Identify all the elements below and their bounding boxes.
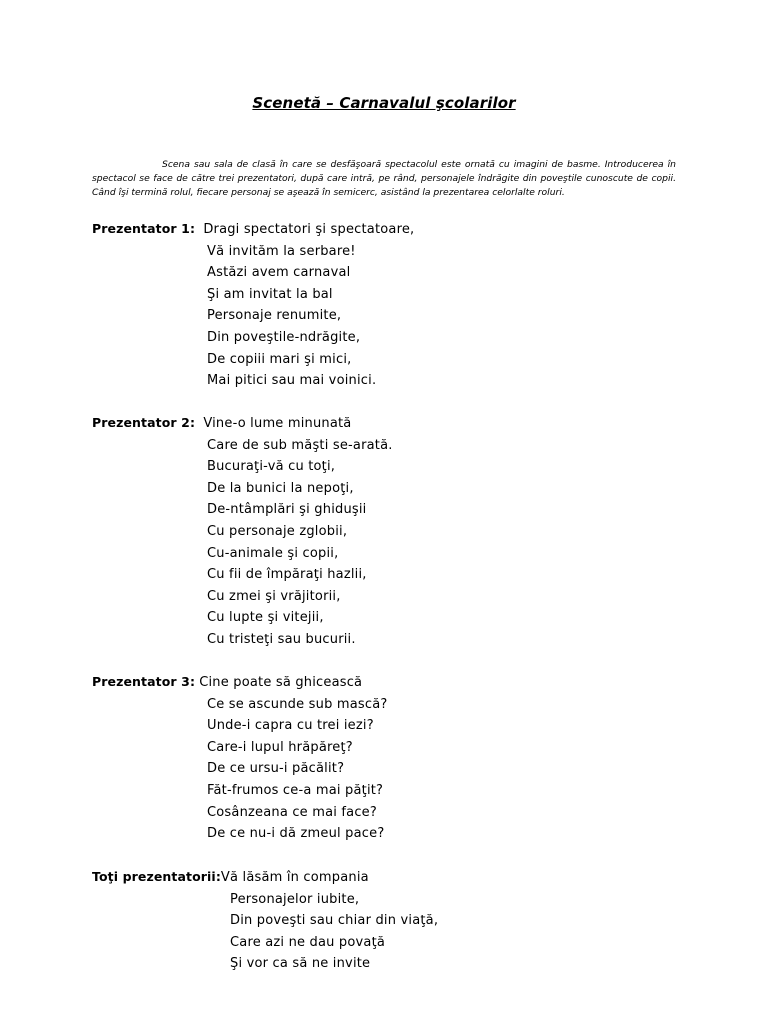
verse-line: Din poveştile-ndrăgite, <box>207 329 361 345</box>
verse-line: Vine-o lume minunată <box>203 416 352 431</box>
verse-line: Care azi ne dau povaţă <box>230 934 386 950</box>
verse-line: Făt-frumos ce-a mai păţit? <box>207 782 384 798</box>
verse-line: Vă lăsăm în compania <box>220 870 369 885</box>
speaker-label: Prezentator 3: <box>92 674 196 689</box>
speaker-label: Prezentator 2: <box>92 415 196 430</box>
verse-line: Cine poate să ghicească <box>199 675 363 690</box>
verse-line: Astăzi avem carnaval <box>207 265 351 281</box>
dialogue-block-prezentator-2 <box>92 412 393 651</box>
verse-line: Cu tristeţi sau bucurii. <box>207 631 356 647</box>
verse-line: Din poveşti sau chiar din viaţă, <box>230 913 439 929</box>
verse-line: Cu personaje zglobii, <box>207 523 348 539</box>
dialogue-block-prezentator-1 <box>92 218 414 392</box>
speaker-line <box>92 412 393 435</box>
verse-line: Vă invităm la serbare! <box>207 243 356 259</box>
verse-line: Cu lupte şi vitejii, <box>207 610 324 626</box>
verse-line: Cu fii de împăraţi hazlii, <box>207 567 367 583</box>
verse-line: Mai pitici sau mai voinici. <box>207 373 377 389</box>
speaker-line <box>92 866 438 889</box>
verse-line: Şi vor ca să ne invite <box>230 956 371 972</box>
verse-line: Cu zmei şi vrăjitorii, <box>207 588 341 604</box>
verse-line: De la bunici la nepoţi, <box>207 480 354 496</box>
verse-line: Care-i lupul hrăpăreţ? <box>207 739 353 755</box>
verse-line: Personaje renumite, <box>207 308 342 324</box>
speaker-label: Toţi prezentatorii: <box>92 869 221 884</box>
verse-line: Unde-i capra cu trei iezi? <box>207 718 374 734</box>
verse-line: De copiii mari şi mici, <box>207 351 352 367</box>
speaker-label: Prezentator 1: <box>92 221 196 236</box>
verse-line: Cosânzeana ce mai face? <box>207 804 377 820</box>
verse-line: Cu-animale şi copii, <box>207 545 339 561</box>
verse-line: Şi am invitat la bal <box>207 286 333 302</box>
dialogue-block-prezentator-3 <box>92 671 387 845</box>
verse-line: Dragi spectatori şi spectatoare, <box>203 222 415 237</box>
verse-line: Ce se ascunde sub mască? <box>207 696 388 712</box>
verse-line: De ce ursu-i păcălit? <box>207 761 345 777</box>
verse-line: Bucuraţi-vă cu toţi, <box>207 459 336 475</box>
document-title: Scenetă – Carnavalul şcolarilor <box>252 94 516 112</box>
intro-paragraph: Scena sau sala de clasă în care se desfăşoară spectacolul este ornată cu imagini de basme. Introducerea în spectacol se face de către trei prezentatori, după care intră, pe rând, personajele îndrăgite din poveştile cunoscute de copii. Când îşi termină rolul, fiecare personaj se aşează în semicerc, asistând la prezentarea celorlalte roluri. <box>92 159 676 198</box>
verse-line: Personajelor iubite, <box>230 891 360 907</box>
speaker-line <box>92 671 387 694</box>
dialogue-block-toti-prezentatorii <box>92 866 438 975</box>
speaker-line <box>92 218 414 241</box>
verse-line: De ce nu-i dă zmeul pace? <box>207 826 385 842</box>
verse-line: De-ntâmplări şi ghiduşii <box>207 502 367 518</box>
verse-line: Care de sub măşti se-arată. <box>207 437 393 453</box>
